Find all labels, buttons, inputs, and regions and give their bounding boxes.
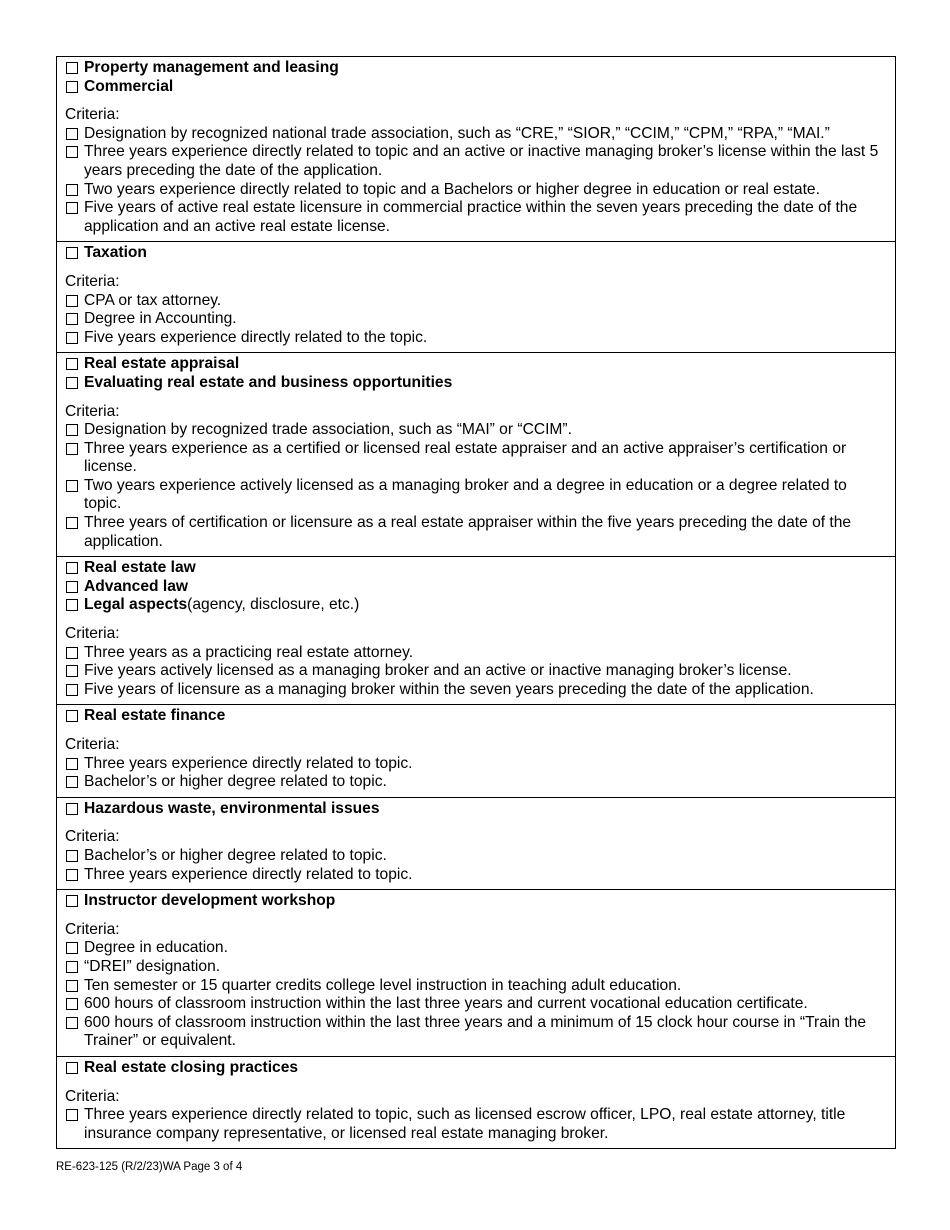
criteria-text: Three years experience directly related to topic. <box>84 754 413 772</box>
topic-label: Property management and leasing <box>84 59 339 76</box>
topic-label: Evaluating real estate and business opportunities <box>84 373 453 391</box>
topic-checkbox[interactable] <box>66 562 78 574</box>
topic-row <box>65 596 887 615</box>
topic-label: Instructor development workshop <box>84 892 336 910</box>
criteria-text: Designation by recognized trade association, such as “MAI” or “CCIM”. <box>84 421 572 439</box>
criteria-text: Five years actively licensed as a managing broker and an active or inactive managing broker’s license. <box>84 662 792 680</box>
criteria-checkbox[interactable] <box>66 980 78 992</box>
criteria-checkbox[interactable] <box>66 128 78 140</box>
topic-label: Advanced law <box>84 577 188 595</box>
criteria-item <box>65 292 887 311</box>
criteria-label: Criteria: <box>65 106 120 124</box>
topic-section <box>57 57 895 242</box>
criteria-item <box>65 866 887 885</box>
criteria-item <box>65 125 887 144</box>
criteria-item <box>65 773 887 792</box>
topic-criteria-table <box>56 56 896 1149</box>
topic-checkbox[interactable] <box>66 710 78 722</box>
criteria-text: Five years experience directly related to the topic. <box>84 328 428 346</box>
topic-row <box>65 374 887 393</box>
topic-label: Commercial <box>84 77 174 95</box>
criteria-item <box>65 440 887 477</box>
topic-row <box>65 707 887 726</box>
criteria-checkbox[interactable] <box>66 665 78 677</box>
criteria-text: Two years experience directly related to topic and a Bachelors or higher degree in education or real estate. <box>84 180 820 198</box>
criteria-text: “DREI” designation. <box>84 957 221 975</box>
topic-checkbox[interactable] <box>66 803 78 815</box>
criteria-item <box>65 995 887 1014</box>
topic-checkbox[interactable] <box>66 1062 78 1074</box>
topic-row <box>65 1059 887 1078</box>
criteria-label: Criteria: <box>65 1087 120 1105</box>
criteria-checkbox[interactable] <box>66 313 78 325</box>
criteria-item <box>65 143 887 180</box>
criteria-label: Criteria: <box>65 272 120 290</box>
criteria-text: Bachelor’s or higher degree related to topic. <box>84 846 387 864</box>
criteria-label: Criteria: <box>65 625 120 643</box>
criteria-text: Ten semester or 15 quarter credits college level instruction in teaching adult education. <box>84 976 682 994</box>
criteria-checkbox[interactable] <box>66 332 78 344</box>
topic-row <box>65 59 887 78</box>
criteria-label: Criteria: <box>65 736 120 753</box>
topic-label: Real estate closing practices <box>84 1058 299 1076</box>
criteria-text: CPA or tax attorney. <box>84 291 222 309</box>
topic-row <box>65 800 887 819</box>
criteria-item <box>65 329 887 348</box>
criteria-text: Three years experience directly related to topic. <box>84 865 413 883</box>
criteria-checkbox[interactable] <box>66 961 78 973</box>
criteria-item <box>65 477 887 514</box>
topic-label: Legal aspects <box>84 596 188 614</box>
criteria-item <box>65 755 887 774</box>
criteria-item <box>65 958 887 977</box>
criteria-item <box>65 681 887 700</box>
criteria-checkbox[interactable] <box>66 480 78 492</box>
criteria-text: Five years of active real estate licensure in commercial practice within the seven years preceding the date of the application and an active real estate license. <box>84 199 858 235</box>
criteria-checkbox[interactable] <box>66 684 78 696</box>
criteria-item <box>65 1106 887 1143</box>
criteria-text: Three years experience as a certified or licensed real estate appraiser and an active appraiser’s certification or license. <box>84 439 847 476</box>
topic-section <box>57 798 895 890</box>
topic-checkbox[interactable] <box>66 599 78 611</box>
topic-checkbox[interactable] <box>66 895 78 907</box>
topic-checkbox[interactable] <box>66 247 78 259</box>
topic-label: Taxation <box>84 244 147 262</box>
topic-label: Real estate appraisal <box>84 355 240 373</box>
topic-row <box>65 559 887 578</box>
topic-row <box>65 892 887 911</box>
topic-section <box>57 890 895 1057</box>
topic-section <box>57 353 895 557</box>
topic-row <box>65 78 887 97</box>
topic-note: (agency, disclosure, etc.) <box>187 596 360 614</box>
topic-section <box>57 1057 895 1149</box>
topic-checkbox[interactable] <box>66 581 78 593</box>
criteria-checkbox[interactable] <box>66 776 78 788</box>
criteria-label: Criteria: <box>65 402 120 420</box>
criteria-checkbox[interactable] <box>66 443 78 455</box>
criteria-text: Two years experience actively licensed as a managing broker and a degree in education or a degree related to topic. <box>84 476 847 513</box>
criteria-item <box>65 939 887 958</box>
criteria-item <box>65 310 887 329</box>
criteria-text: Three years as a practicing real estate attorney. <box>84 643 414 661</box>
criteria-item <box>65 1014 887 1051</box>
topic-checkbox[interactable] <box>66 358 78 370</box>
criteria-checkbox[interactable] <box>66 1017 78 1029</box>
criteria-label: Criteria: <box>65 920 120 938</box>
criteria-checkbox[interactable] <box>66 869 78 881</box>
topic-section <box>57 242 895 353</box>
topic-label: Real estate law <box>84 559 196 577</box>
topic-checkbox[interactable] <box>66 377 78 389</box>
criteria-item <box>65 662 887 681</box>
criteria-text: Bachelor’s or higher degree related to topic. <box>84 773 387 791</box>
criteria-checkbox[interactable] <box>66 517 78 529</box>
topic-row <box>65 244 887 263</box>
topic-checkbox[interactable] <box>66 81 78 93</box>
criteria-checkbox[interactable] <box>66 202 78 214</box>
criteria-checkbox[interactable] <box>66 942 78 954</box>
criteria-label: Criteria: <box>65 828 120 846</box>
criteria-item <box>65 977 887 996</box>
criteria-item <box>65 644 887 663</box>
criteria-text: Three years experience directly related to topic and an active or inactive managing broker’s license within the last 5 years preceding the date of the application. <box>84 143 879 179</box>
topic-row <box>65 578 887 597</box>
criteria-checkbox[interactable] <box>66 850 78 862</box>
criteria-checkbox[interactable] <box>66 295 78 307</box>
criteria-checkbox[interactable] <box>66 758 78 770</box>
criteria-item <box>65 514 887 551</box>
topic-row <box>65 355 887 374</box>
criteria-text: 600 hours of classroom instruction within the last three years and current vocational education certificate. <box>84 995 808 1013</box>
criteria-text: Degree in education. <box>84 939 228 957</box>
criteria-checkbox[interactable] <box>66 146 78 158</box>
criteria-item <box>65 847 887 866</box>
form-footer: RE-623-125 (R/2/23)WA Page 3 of 4 <box>56 1161 243 1173</box>
topic-label: Hazardous waste, environmental issues <box>84 799 380 817</box>
criteria-item <box>65 181 887 200</box>
topic-section <box>57 557 895 705</box>
criteria-item <box>65 421 887 440</box>
criteria-checkbox[interactable] <box>66 998 78 1010</box>
criteria-text: Designation by recognized national trade association, such as “CRE,” “SIOR,” “CCIM,” “CPM,” “RPA,” “MAI.” <box>84 124 830 142</box>
criteria-text: Degree in Accounting. <box>84 310 237 328</box>
criteria-checkbox[interactable] <box>66 184 78 196</box>
criteria-text: Three years experience directly related to topic, such as licensed escrow officer, LPO, real estate attorney, title insurance company representative, or licensed real estate managing broker. <box>84 1106 846 1142</box>
criteria-text: 600 hours of classroom instruction within the last three years and a minimum of 15 clock hour course in “Train the Trainer” or equivalent. <box>84 1013 867 1050</box>
topic-checkbox[interactable] <box>66 62 78 74</box>
topic-label: Real estate finance <box>84 707 226 725</box>
topic-section <box>57 705 895 797</box>
criteria-item <box>65 199 887 236</box>
criteria-text: Five years of licensure as a managing broker within the seven years preceding the date of the application. <box>84 680 814 698</box>
criteria-checkbox[interactable] <box>66 647 78 659</box>
criteria-checkbox[interactable] <box>66 1109 78 1121</box>
criteria-checkbox[interactable] <box>66 424 78 436</box>
criteria-text: Three years of certification or licensure as a real estate appraiser within the five years preceding the date of the application. <box>84 514 852 550</box>
